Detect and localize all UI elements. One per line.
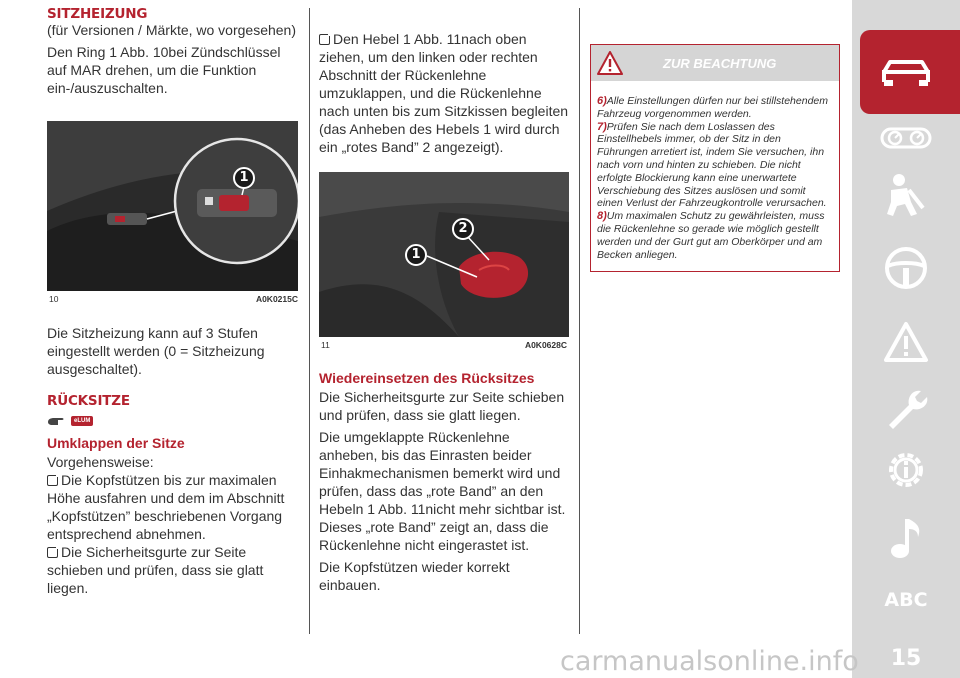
- variant-note: (für Versionen / Märkte, wo vorgesehen): [47, 22, 297, 38]
- figure-11-number: 11: [321, 340, 330, 350]
- figure-11-code: A0K0628C: [524, 340, 567, 350]
- callout-1: 1: [405, 244, 427, 266]
- warning-item-number: 7): [597, 120, 607, 133]
- abc-index-label: ABC: [884, 589, 928, 611]
- rear-seat-lever-illustration: [319, 172, 569, 337]
- warning-item: [597, 210, 833, 261]
- warning-item: [597, 121, 833, 211]
- procedure-intro: Vorgehensweise:: [47, 454, 154, 470]
- elum-tag-row: [47, 415, 300, 427]
- bullet-item-3-text: Den Hebel 1 Abb. 11nach oben ziehen, um den linken oder rechten Abschnitt der Rückenlehne umzuklappen, und die Rückenlehne nach unten bis zum Sitzkissen begleiten (das Anheben des Hebels 1 wird durch ein „rotes Band” 2 angezeigt).: [319, 31, 569, 155]
- figure-11: [319, 172, 569, 337]
- sidebar-item-safety[interactable]: [852, 155, 960, 235]
- chapter-sidebar: [852, 0, 960, 678]
- warning-triangle-icon: [883, 321, 929, 363]
- warning-item: [597, 95, 833, 121]
- warning-header: [591, 45, 839, 81]
- figure-11-caption: [319, 340, 569, 350]
- section-heading-rear-seats: RÜCKSITZE: [47, 393, 130, 409]
- warning-item-text: Alle Einstellungen dürfen nur bei stillstehendem Fahrzeug vorgenommen werden.: [597, 95, 828, 120]
- warning-item-text: Um maximalen Schutz zu gewährleisten, muss die Rückenlehne so gerade wie möglich gestellt werden und der Gurt gut am Oberkörper und am Becken anliegen.: [597, 210, 825, 261]
- column-1: [47, 6, 300, 597]
- bullet-item-1-text: Die Kopfstützen bis zur maximalen Höhe ausfahren und dem im Abschnitt „Kopfstützen” beschriebenen Vorgang entsprechend abnehmen.: [47, 472, 285, 542]
- column-divider: [579, 8, 580, 634]
- warning-body: [591, 81, 839, 261]
- paragraph-raise: Die umgeklappte Rückenlehne anheben, bis das Einrasten beider Einhakmechanismen bemerkt wird und prüfen, dass das „rote Band” an den Hebeln 1 Abb. 11nicht mehr sichtbar ist. Dieses „rote Band” zeigt an, dass die Rückenlehne nicht eingerastet ist.: [319, 429, 566, 553]
- callout-2: 2: [452, 218, 474, 240]
- warning-box: [590, 44, 840, 272]
- warning-triangle-icon: [597, 51, 623, 75]
- dashboard-icon: [880, 125, 932, 151]
- sidebar-item-index[interactable]: [852, 560, 960, 640]
- warning-title: ZUR BEACHTUNG: [663, 56, 777, 71]
- paragraph-ring: Den Ring 1 Abb. 10bei Zündschlüssel auf MAR drehen, um die Funktion ein-/auszuschalten.: [47, 44, 281, 96]
- watermark: carmanualsonline.info: [560, 646, 859, 677]
- paragraph-levels: Die Sitzheizung kann auf 3 Stufen eingestellt werden (0 = Sitzheizung ausgeschaltet).: [47, 325, 265, 377]
- subheading-fold-seats: Umklappen der Sitze: [47, 435, 185, 451]
- checkbox-bullet-icon: [47, 547, 58, 558]
- bullet-item-2: [47, 543, 300, 597]
- column-2: [319, 6, 569, 594]
- wrench-icon: [883, 385, 929, 431]
- column-divider: [309, 8, 310, 634]
- page-number: 15: [890, 646, 922, 671]
- warning-item-number: 8): [597, 210, 607, 223]
- steering-wheel-icon: [884, 246, 928, 290]
- figure-10-caption: [47, 294, 300, 304]
- seatbelt-person-icon: [883, 172, 929, 218]
- figure-10-number: 10: [49, 294, 59, 304]
- figure-10: [47, 121, 298, 291]
- seat-heating-illustration: [47, 121, 298, 291]
- warning-item-text: Prüfen Sie nach dem Loslassen des Einstellhebels immer, ob der Sitz in den Führungen arretiert ist, indem Sie versuchen, ihn nach vorn und hinten zu schieben. Die nicht erfolgte Blockierung kann eine unerwartete Verschiebung des Sitzes auslösen und somit einen Verlust der Fahrzeugkontrolle verursachen.: [597, 120, 827, 210]
- figure-10-code: A0K0215C: [255, 294, 298, 304]
- music-note-icon: [888, 515, 924, 561]
- callout-1: 1: [233, 167, 255, 189]
- checkbox-bullet-icon: [319, 34, 330, 45]
- subheading-restore-seat: Wiedereinsetzen des Rücksitzes: [319, 370, 535, 386]
- paragraph-belts: Die Sicherheitsgurte zur Seite schieben und prüfen, dass sie glatt liegen.: [319, 389, 565, 423]
- paragraph-headrests: Die Kopfstützen wieder korrekt einbauen.: [319, 559, 510, 593]
- section-heading-seat-heating: SITZHEIZUNG: [47, 6, 148, 22]
- bullet-item-2-text: Die Sicherheitsgurte zur Seite schieben und prüfen, dass sie glatt liegen.: [47, 544, 264, 596]
- gear-info-icon: [883, 447, 929, 493]
- sidebar-item-driving[interactable]: [852, 228, 960, 308]
- checkbox-bullet-icon: [47, 475, 58, 486]
- bullet-item-1: [47, 471, 300, 543]
- car-icon: [876, 52, 936, 92]
- elum-badge: eLUM: [71, 416, 93, 426]
- bullet-item-3: [319, 30, 569, 156]
- column-3: [590, 44, 840, 272]
- pointing-hand-icon: [47, 415, 67, 427]
- warning-item-number: 6): [597, 95, 607, 107]
